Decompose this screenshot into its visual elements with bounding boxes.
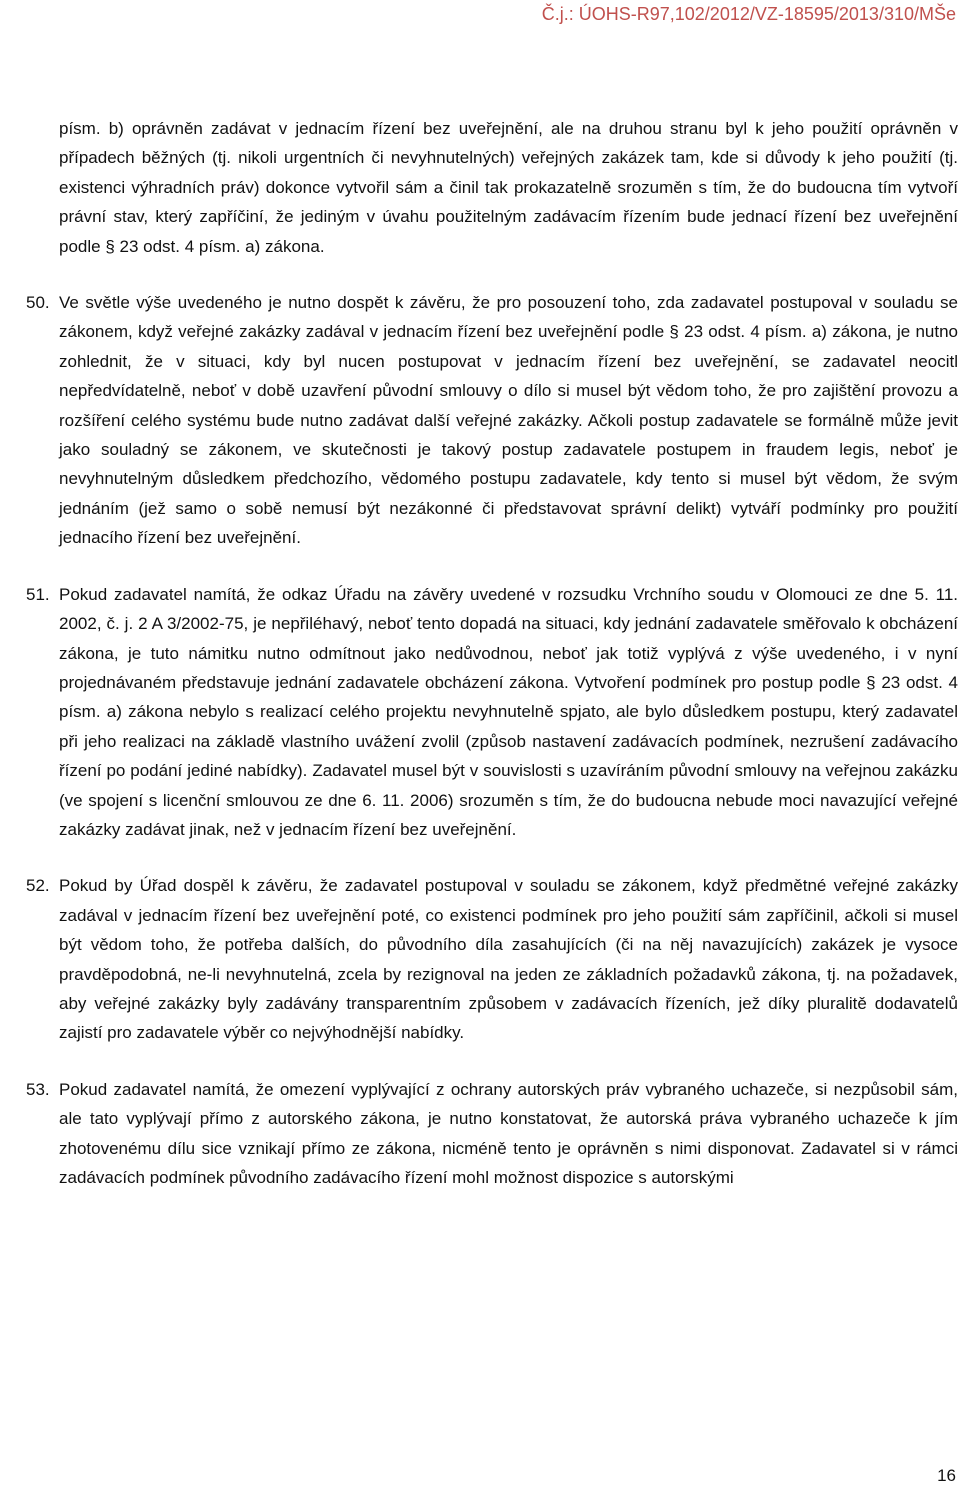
paragraph-text: Pokud zadavatel namítá, že omezení vyplývající z ochrany autorských práv vybraného uchazeče, si nezpůsobil sám, ale tato vyplývají přímo z autorského zákona, je nutno konstatovat, že autorská práva vybraného uchazeče k jím zhotovenému dílu sice vznikají přímo ze zákona, nicméně tento je oprávněn s nimi disponovat. Zadavatel si v rámci zadávacích podmínek původního zadávacího řízení mohl možnost dispozice s autorskými [59,1079,958,1187]
paragraph-number: 53. [26,1079,50,1099]
document-body [0,114,960,1192]
intro-paragraph-text: písm. b) oprávněn zadávat v jednacím řízení bez uveřejnění, ale na druhou stranu byl k jeho použití oprávněn v případech běžných (tj. nikoli urgentních či nevyhnutelných) veřejných zakázek tam, kde si důvody k jeho použití (tj. existenci výhradních práv) dokonce vytvořil sám a činil tak prokazatelně srozuměn s tím, že do budoucna tím vytvoří právní stav, který zapříčiní, že jediným v úvahu použitelným zadávacím řízením bude jednací řízení bez uveřejnění podle § 23 odst. 4 písm. a) zákona. [59,119,958,256]
paragraph-52 [0,871,960,1047]
paragraph-text: Pokud zadavatel namítá, že odkaz Úřadu na závěry uvedené v rozsudku Vrchního soudu v Olomouci ze dne 5. 11. 2002, č. j. 2 A 3/2002-75, je nepřiléhavý, neboť tento dopadá na situaci, kdy jednání zadavatele směřovalo k obcházení zákona, je tuto námitku nutno odmítnout jako nedůvodnou, neboť jak totiž vyplývá z výše uvedeného, i v nyní projednávaném představuje jednání zadavatele obcházení zákona. Vytvoření podmínek pro postup podle § 23 odst. 4 písm. a) zákona nebylo s realizací celého projektu nevyhnutelně spjato, ale bylo důsledkem postupu, který zadavatel při jeho realizaci na základě vlastního uvážení zvolil (způsob nastavení zadávacích podmínek, nezrušení zadávacího řízení po podání jediné nabídky). Zadavatel musel být v souvislosti s uzavíráním původní smlouvy na veřejnou zakázku (ve spojení s licenční smlouvou ze dne 6. 11. 2006) srozuměn s tím, že do budoucna nebude moci navazující veřejné zakázky zadávat jinak, než v jednacím řízení bez uveřejnění. [59,584,958,839]
paragraph-51 [0,580,960,845]
page-number: 16 [937,1466,956,1485]
paragraph-number: 52. [26,876,50,896]
page-header-reference: Č.j.: ÚOHS-R97,102/2012/VZ-18595/2013/310/MŠe [541,4,956,24]
paragraph-50 [0,288,960,553]
paragraph-53 [0,1075,960,1193]
paragraph-number: 51. [26,584,50,604]
paragraph-text: Pokud by Úřad dospěl k závěru, že zadavatel postupoval v souladu se zákonem, když předmětné veřejné zakázky zadával v jednacím řízení bez uveřejnění poté, co existenci podmínek pro jeho použití sám zapříčinil, ačkoli si musel být vědom toho, že potřeba dalších, do původního díla zasahujících (či na něj navazujících) zakázek je vysoce pravděpodobná, ne-li nevyhnutelná, zcela by rezignoval na jeden ze základních požadavků zákona, tj. na požadavek, aby veřejné zakázky byly zadávány transparentním způsobem v zadávacích řízeních, jež díky pluralitě dodavatelů zajistí pro zadavatele výběr co nejvýhodnější nabídky. [59,876,958,1043]
paragraph-text: Ve světle výše uvedeného je nutno dospět k závěru, že pro posouzení toho, zda zadavatel postupoval v souladu se zákonem, když veřejné zakázky zadával v jednacím řízení bez uveřejnění podle § 23 odst. 4 písm. a) zákona, je nutno zohlednit, že v situaci, kdy byl nucen postupovat v jednacím řízení bez uveřejnění, se zadavatel neocitl nepředvídatelně, neboť v době uzavření původní smlouvy o dílo si musel být vědom toho, že pro zajištění provozu a rozšíření celého systému bude nutno zadávat další veřejné zakázky. Ačkoli postup zadavatele se formálně může jevit jako souladný se zákonem, ve skutečnosti je takový postup zadavatele postupem in fraudem legis, neboť je nevyhnutelným důsledkem předchozího, vědomého postupu zadavatele, kdy tento si musel být vědom, že svým jednáním (jež samo o sobě nemusí být nezákonné či představovat správní delikt) vytváří podmínky pro použití jednacího řízení bez uveřejnění. [59,293,958,548]
paragraph-number: 50. [26,293,50,313]
